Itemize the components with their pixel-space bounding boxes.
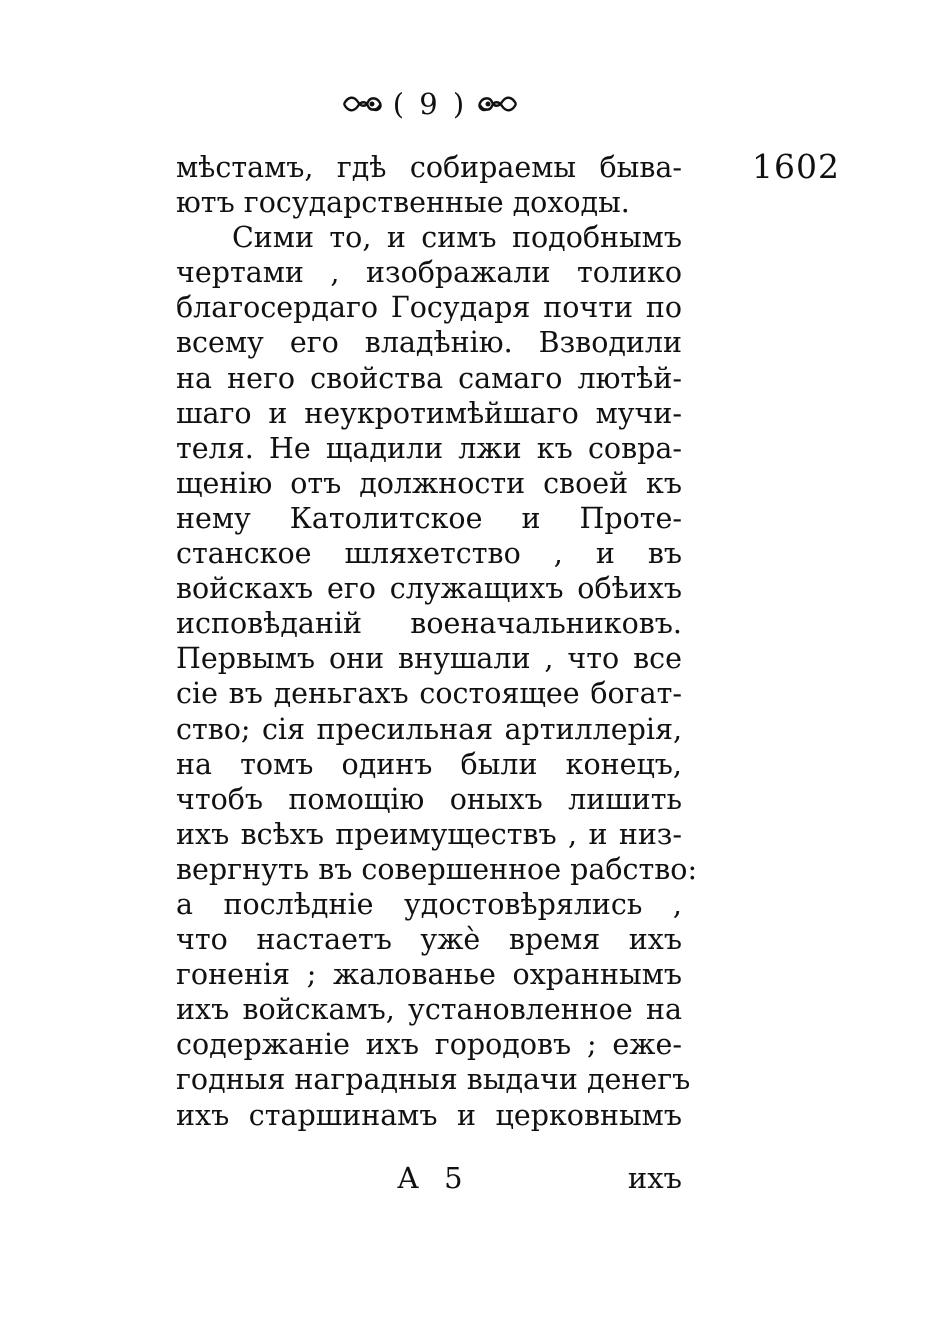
page-header [330, 82, 530, 126]
text-line: теля. Не щадили лжи къ совра- [176, 431, 682, 465]
text-line: чтобъ помощію оныхъ лишить [176, 782, 682, 816]
catchword: ихъ [627, 1161, 682, 1195]
page-number: ( 9 ) [392, 86, 468, 121]
left-ornament-icon [341, 92, 385, 116]
text-line: что настаетъ ужè время ихъ [176, 923, 682, 957]
text-line: войскахъ его служащихъ обѣихъ [176, 572, 682, 606]
text-line: щенію отъ должности своей къ [176, 466, 682, 500]
text-line: мѣстамъ, гдѣ собираемы быва- [176, 151, 682, 184]
text-line: а послѣдніе удостовѣрялись , [176, 887, 682, 921]
body-text [176, 150, 698, 1133]
text-line: Сими то, и симъ подобнымъ [232, 221, 682, 255]
text-line: исповѣданій военачальниковъ. [176, 607, 682, 641]
text-line: годныя наградныя выдачи денегъ [176, 1063, 691, 1097]
text-line: вергнуть въ совершенное рабство: [176, 852, 698, 886]
text-line: ство; сія пресильная артиллерія, [176, 712, 682, 746]
text-line: сіе въ деньгахъ состоящее богат- [176, 677, 682, 711]
text-line: гоненія ; жалованье охраннымъ [176, 958, 682, 992]
text-line: шаго и неукротимѣйшаго мучи- [176, 396, 682, 430]
text-line: на томъ одинъ были конецъ, [176, 747, 682, 781]
text-line: чертами , изображали толико [176, 256, 682, 290]
text-line: всему его владѣнію. Взводили [176, 326, 682, 360]
text-line: благосердаго Государя почти по [176, 291, 682, 325]
signature-mark: А 5 [397, 1161, 471, 1195]
text-line: ихъ всѣхъ преимуществъ , и низ- [176, 817, 682, 851]
text-line: ихъ войскамъ, установленное на [176, 993, 682, 1027]
text-line: станское шляхетство , и въ [176, 537, 682, 571]
right-ornament-icon [475, 92, 519, 116]
text-line: на него свойства самаго лютѣй- [176, 361, 682, 395]
text-line: содержаніе ихъ городовъ ; еже- [176, 1028, 682, 1062]
text-line: нему Католитское и Проте- [176, 501, 682, 535]
text-line: ютъ государственные доходы. [176, 186, 630, 220]
text-line: Первымъ они внушали , что все [176, 642, 682, 676]
text-line: ихъ старшинамъ и церковнымъ [176, 1098, 682, 1132]
page-footer [176, 1158, 682, 1198]
margin-year-note: 1602 [752, 147, 840, 186]
